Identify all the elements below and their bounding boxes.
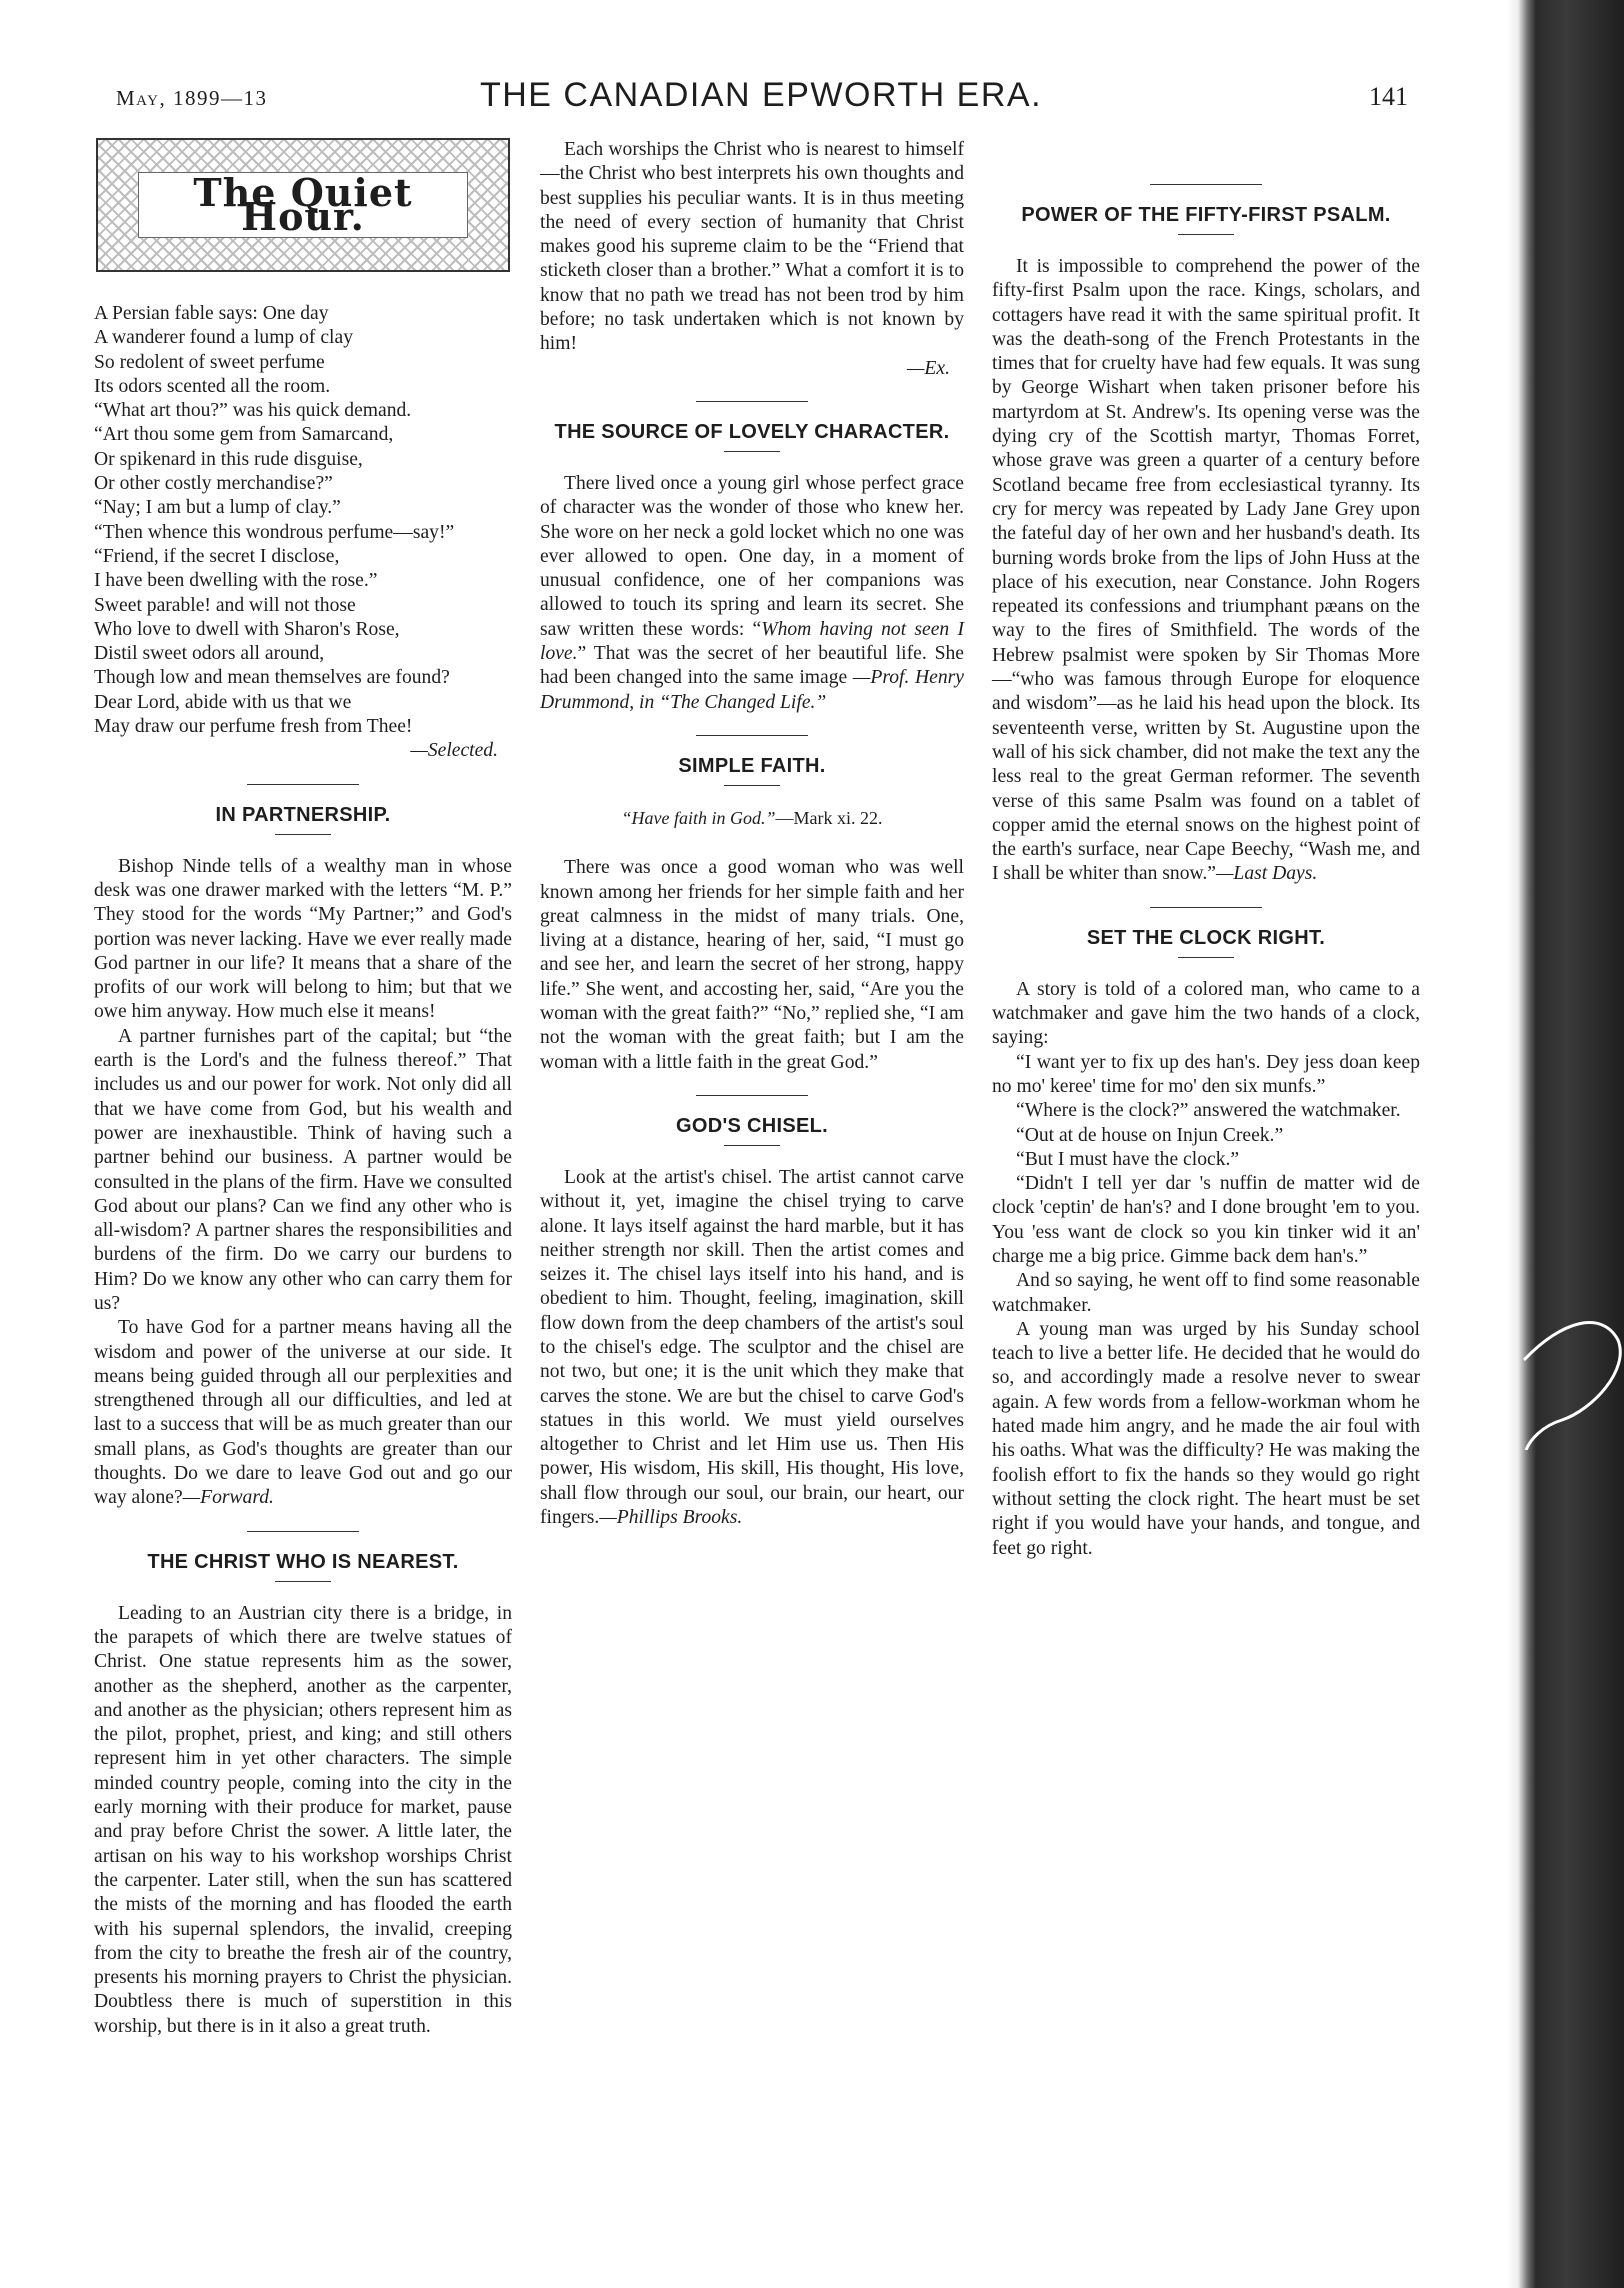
section-divider (1150, 907, 1262, 908)
poem-line: “What art thou?” was his quick demand. (94, 400, 412, 422)
page-bookmark-thread (1522, 1300, 1624, 1450)
issue-date: May, 1899—13 (116, 86, 268, 110)
heading-rule (724, 451, 780, 452)
quiet-hour-banner (96, 138, 510, 272)
column-1 (94, 138, 512, 2039)
heading-fifty-first-psalm: POWER OF THE FIFTY-FIRST PSALM. (1021, 204, 1391, 226)
paragraph: A partner furnishes part of the capital; but “the earth is the Lord's and the fulness thereof.” That includes us and our power for work. Not only did all that we have come from God, but his wealth and power are inexhaustible. Think of having such a partner behind our business. A partner would be consulted in the plans of the firm. Have we consulted God about our plans? Can we find any other who is all-wisdom? A partner shares the responsibilities and burdens of the firm. Do we carry our burdens to Him? Do we know any other who can carry them for us? (94, 1025, 512, 1314)
publication-title: THE CANADIAN EPWORTH ERA. (479, 76, 1043, 114)
page-number: 141 (1369, 82, 1408, 111)
locket-quote: Whom having not seen I love. (540, 618, 964, 665)
poem-line: I have been dwelling with the rose.” (94, 570, 378, 592)
source-credit: —Phillips Brooks. (599, 1507, 743, 1529)
poem-line: Its odors scented all the room. (94, 375, 331, 397)
source-credit: —Last Days. (1216, 863, 1318, 885)
poem-line: Though low and mean themselves are found? (94, 667, 450, 689)
scripture-motto: “Have faith in God.”—Mark xi. 22. (621, 807, 883, 828)
heading-gods-chisel: GOD'S CHISEL. (675, 1114, 828, 1137)
heading-rule (275, 1581, 331, 1582)
poem-line: “Then whence this wondrous perfume—say!” (94, 521, 455, 543)
poem-line: A Persian fable says: One day (94, 303, 329, 324)
persian-fable-poem (94, 302, 512, 764)
book-binding-edge (1506, 0, 1624, 2288)
heading-lovely-character: THE SOURCE OF LOVELY CHARACTER. (554, 420, 950, 443)
paragraph: It is impossible to comprehend the power of the fifty-first Psalm upon the race. Kings, scholars, and cottagers have read it with the same spiritual profit. It was the death-song of the French Protestants in the times that for cruelty have had few equals. It was sung by George Wishart when taken prisoner before his martyrdom at St. Andrew's. Its opening verse was the dying cry of the Scottish martyr, Thomas Forret, whose grave was green a quarter of a century before Scotland became free from ecclesiastical tyranny. Its cry for mercy was repeated by Lady Jane Grey upon the fateful day of her own and her husband's death. Its burning words broke from the lips of John Huss at the place of his execution, near Constance. John Rogers repeated its confessions and triumphant pæans on the way to the fires of Smithfield. The words of the Hebrew psalmist were spoken by Sir Thomas More —“who was famous through Europe for eloquence and wisdom”—as he laid his head upon the block. Its seventeenth verse, written by St. Augustine upon the wall of his sick chamber, did not make the text any the less real to the great German reformer. The seventh verse of this same Psalm was found on a tablet of copper amid the eternal snows on the highest point of the earth's surface, near Cape Beechy, “Wash me, and I shall be whiter than snow.”—Last Days. (992, 256, 1420, 885)
column-3 (992, 138, 1420, 1561)
page-header (116, 76, 1406, 122)
paragraph: “I want yer to fix up des han's. Dey jess doan keep no mo' keree' time for mo' den six munfs.” (992, 1051, 1420, 1097)
heading-simple-faith: SIMPLE FAITH. (678, 754, 826, 777)
poem-line: “Art thou some gem from Samarcand, (94, 424, 394, 446)
poem-line: “Nay; I am but a lump of clay.” (94, 497, 341, 519)
banner-title: The Quiet Hour. (193, 169, 413, 239)
heading-rule (724, 785, 780, 786)
poem-line: Dear Lord, abide with us that we (94, 691, 352, 713)
column-2 (540, 138, 964, 1530)
heading-rule (275, 834, 331, 835)
paragraph: “Where is the clock?” answered the watchmaker. (1016, 1100, 1401, 1122)
paragraph: A story is told of a colored man, who came to a watchmaker and gave him the two hands of a clock, saying: (992, 978, 1420, 1049)
poem-line: Sweet parable! and will not those (94, 594, 356, 616)
poem-line: Or other costly merchandise?” (94, 473, 333, 495)
paragraph: And so saying, he went off to find some reasonable watchmaker. (992, 1270, 1420, 1316)
paragraph: Leading to an Austrian city there is a bridge, in the parapets of which there are twelve statues of Christ. One statue represents him as the sower, another as the shepherd, another as the carpenter, and another as the physician; others represent him as the pilot, prophet, priest, and king; and still others represent him in yet other characters. The simple minded country people, coming into the city in the early morning with their produce for market, pause and pray before Christ the sower. A little later, the artisan on his way to his workshop worships Christ the carpenter. Later still, when the sun has scattered the mists of the morning and has flooded the earth with his supernal splendors, the invalid, creeping from the city to breathe the fresh air of the country, presents his morning prayers to Christ the physician. Doubtless there is much of superstition in this worship, but there is in it also a great truth. (94, 1602, 512, 2037)
section-divider (696, 401, 808, 402)
paragraph: “Didn't I tell yer dar 's nuffin de matter wid de clock 'ceptin' de han's? and I done brought 'em to you. You 'ess want de clock so you kin tinker wid it an' charge me a big price. Gimme back dem han's.” (992, 1173, 1420, 1267)
paragraph: A young man was urged by his Sunday school teach to live a better life. He decided that he would do so, and accordingly made a resolve never to swear again. A few words from a fellow-workman whom he hated made him angry, and he made the air foul with his oaths. What was the difficulty? He was making the foolish effort to fix the hands so they would go right without setting the clock right. The heart must be set right if you would have your hands, and tongue, and feet go right. (992, 1318, 1420, 1559)
poem-line: Who love to dwell with Sharon's Rose, (94, 618, 400, 640)
section-divider (247, 1531, 359, 1532)
poem-line: So redolent of sweet perfume (94, 351, 325, 373)
heading-in-partnership: IN PARTNERSHIP. (215, 803, 391, 826)
paragraph: “Out at de house on Injun Creek.” (1016, 1124, 1284, 1146)
source-credit: —Prof. Henry Drummond, in “The Changed Life.” (540, 667, 965, 713)
heading-rule (724, 1145, 780, 1146)
section-divider (247, 784, 359, 785)
heading-set-clock-right: SET THE CLOCK RIGHT. (1086, 926, 1326, 949)
heading-christ-nearest: THE CHRIST WHO IS NEAREST. (147, 1550, 459, 1573)
paragraph: Bishop Ninde tells of a wealthy man in whose desk was one drawer marked with the letters “M. P.” They stood for the words “My Partner;” and God's portion was never lacking. Have we ever really made God partner in our life? It means that a share of the profits of our work will belong to him; but that we owe him anyway. How much else it means! (94, 855, 512, 1023)
poem-attribution: —Selected. (410, 740, 498, 762)
heading-rule (1178, 957, 1234, 958)
paragraph: Look at the artist's chisel. The artist cannot carve without it, yet, imagine the chisel trying to carve alone. It lays itself against the hard marble, but it has neither strength nor skill. Then the artist comes and seizes it. The chisel lays itself into his hand, and is obedient to him. Thought, feeling, imagination, skill flow down from the deep chambers of the artist's soul to the chisel's edge. The sculptor and the chisel are not two, but one; it is the unit which they make that carves the stone. We are but the chisel to carve God's statues in this world. We must yield ourselves altogether to Christ and let Him use us. Then His power, His wisdom, His skill, His thought, His love, shall flow through our soul, our brain, our heart, our fingers.—Phillips Brooks. (540, 1166, 964, 1529)
section-divider (696, 1095, 808, 1096)
poem-line: Distil sweet odors all around, (94, 643, 325, 665)
paragraph: To have God for a partner means having all the wisdom and power of the universe at our side. It means being guided through all our perplexities and strengthened through all our difficulties, and led at last to a success that will be as much greater than our small plans, as God's thoughts are greater than our thoughts. Do we dare to leave God out and go our way alone?—Forward. (94, 1317, 512, 1509)
section-divider (696, 735, 808, 736)
poem-line: Or spikenard in this rude disguise, (94, 448, 363, 470)
poem-line: May draw our perfume fresh from Thee! (94, 716, 413, 738)
section-divider (1150, 184, 1262, 185)
paragraph: There was once a good woman who was well known among her friends for her simple faith and her great calmness in the midst of many trials. One, living at a distance, hearing of her, said, “I must go and see her, and learn the secret of her strong, happy life.” She went, and accosting her, said, “Are you the woman with the great faith?” “No,” replied she, “I am not the woman with the great faith; but I am the woman with a little faith in the great God.” (540, 857, 964, 1073)
paragraph: Each worships the Christ who is nearest to himself—the Christ who best interprets his own thoughts and best supplies his peculiar wants. It is in thus meeting the need of every section of humanity that Christ makes good his supreme claim to be the “Friend that sticketh closer than a brother.” What a comfort it is to know that no path we tread has not been trod by him before; no task undertaken which is not known by him! (540, 139, 964, 355)
source-credit: —Ex. (907, 357, 950, 379)
paragraph: “But I must have the clock.” (1016, 1148, 1240, 1170)
poem-line: A wanderer found a lump of clay (94, 327, 353, 349)
poem-line: “Friend, if the secret I disclose, (94, 545, 340, 567)
heading-rule (1178, 234, 1234, 235)
source-credit: —Forward. (182, 1487, 274, 1509)
paragraph: There lived once a young girl whose perfect grace of character was the wonder of those who knew her. She wore on her neck a gold locket which no one was ever allowed to open. One day, in a moment of unusual confidence, one of her companions was allowed to touch its spring and learn its secret. She saw written these words: “Whom having not seen I love.” That was the secret of her beautiful life. She had been changed into the same image —Prof. Henry Drummond, in “The Changed Life.” (540, 472, 965, 713)
